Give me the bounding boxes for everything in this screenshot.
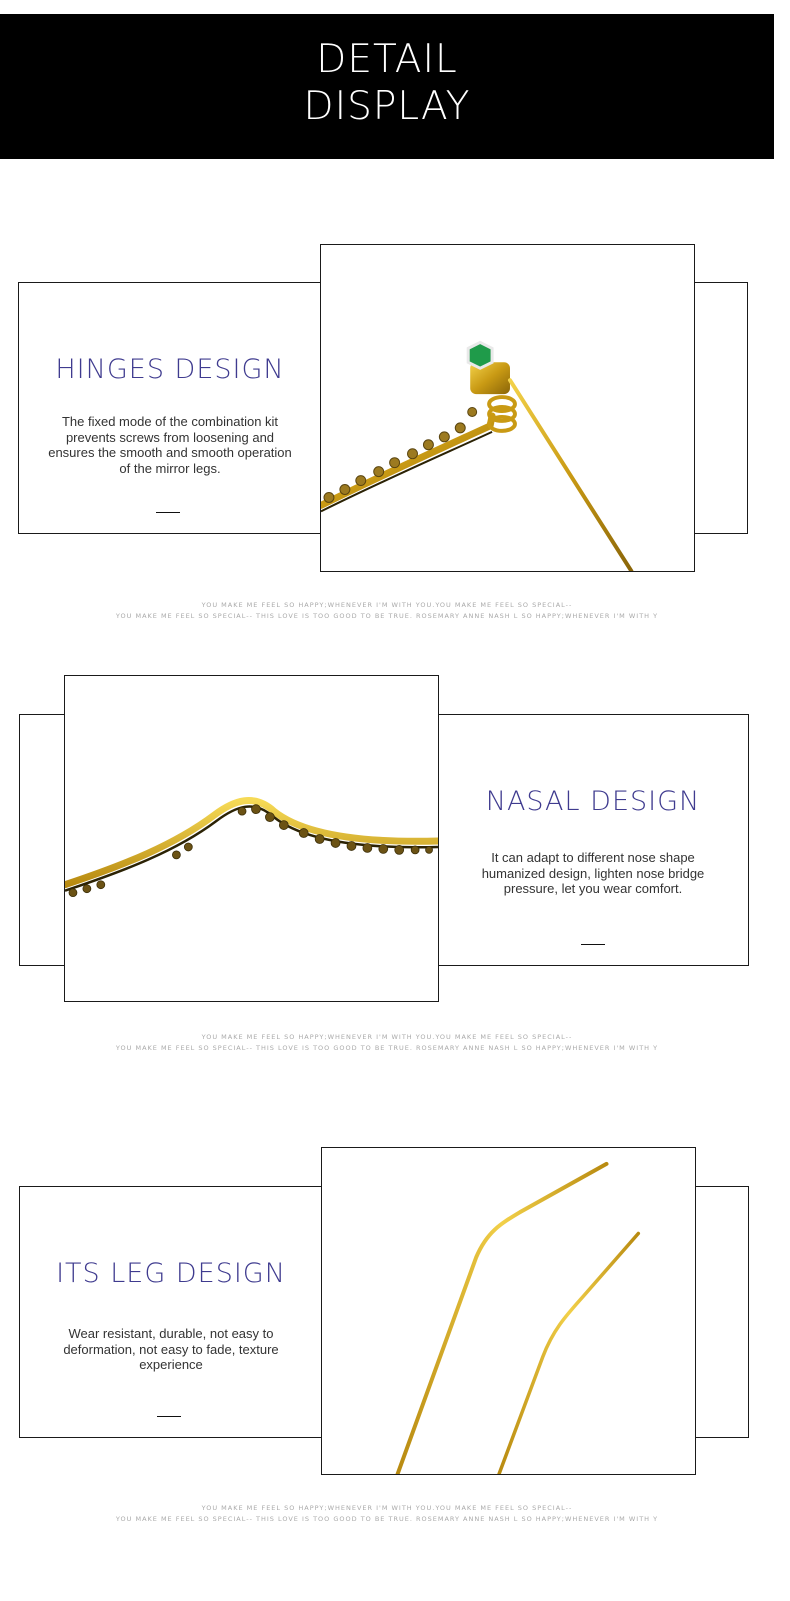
page-title-line1: DETAIL [316,37,458,82]
hinges-heading: HINGES DESIGN [55,354,285,385]
page-title-line2: DISPLAY [303,84,471,129]
nasal-description: It can adapt to different nose shape humanized design, lighten nose bridge pressure, let you wear comfort. [481,850,705,896]
tagline-2 [0,1032,774,1054]
nasal-heading: NASAL DESIGN [485,786,701,817]
tagline-3 [0,1503,774,1525]
hinges-description: The fixed mode of the combination kit prevents screws from loosening and ensures the smooth and smooth operation of the mirror legs. [48,414,292,476]
hinges-text-card [18,282,322,534]
hinges-divider [156,512,180,513]
leg-card-backplate [694,1186,749,1438]
nasal-photo [64,675,439,1002]
nasal-text-card [437,714,749,966]
leg-heading: ITS LEG DESIGN [56,1258,286,1289]
nasal-card-backplate [19,714,66,966]
page-title [0,36,774,130]
leg-divider [157,1416,181,1417]
tagline-3-line1: YOU MAKE ME FEEL SO HAPPY;WHENEVER I'M WITH YOU.YOU MAKE ME FEEL SO SPECIAL-- [201,1504,573,1512]
tagline-1-line1: YOU MAKE ME FEEL SO HAPPY;WHENEVER I'M WITH YOU.YOU MAKE ME FEEL SO SPECIAL-- [201,601,573,609]
tagline-2-line1: YOU MAKE ME FEEL SO HAPPY;WHENEVER I'M WITH YOU.YOU MAKE ME FEEL SO SPECIAL-- [201,1033,573,1041]
leg-description: Wear resistant, durable, not easy to deformation, not easy to fade, texture experience [63,1326,279,1372]
tagline-1-line2: YOU MAKE ME FEEL SO SPECIAL-- THIS LOVE IS TOO GOOD TO BE TRUE. ROSEMARY ANNE NASH L SO HAPPY;WHENEVER I'M WITH Y [115,612,659,620]
leg-photo [321,1147,696,1475]
tagline-3-line2: YOU MAKE ME FEEL SO SPECIAL-- THIS LOVE IS TOO GOOD TO BE TRUE. ROSEMARY ANNE NASH L SO HAPPY;WHENEVER I'M WITH Y [115,1515,659,1523]
tagline-1 [0,600,774,622]
leg-text-card [19,1186,323,1438]
hinges-photo [320,244,695,572]
hinges-card-backplate [693,282,748,534]
nasal-divider [581,944,605,945]
tagline-2-line2: YOU MAKE ME FEEL SO SPECIAL-- THIS LOVE IS TOO GOOD TO BE TRUE. ROSEMARY ANNE NASH L SO HAPPY;WHENEVER I'M WITH Y [115,1044,659,1052]
